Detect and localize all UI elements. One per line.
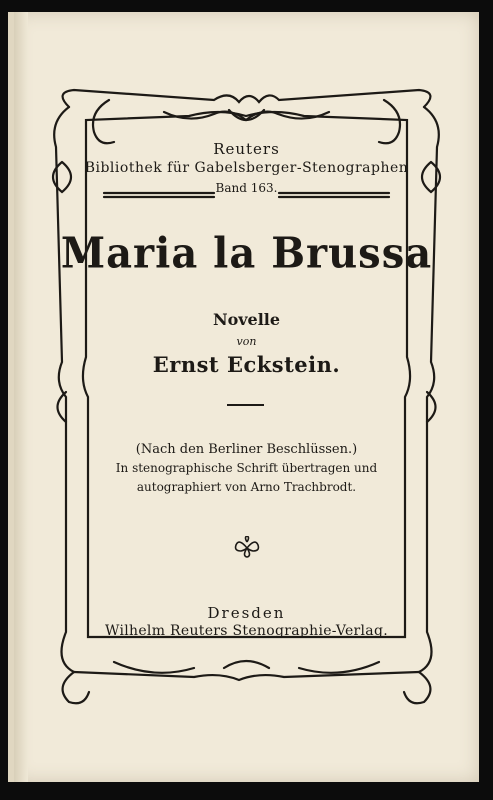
transcription-note-line1: In stenographische Schrift übertragen und <box>115 461 378 475</box>
art-nouveau-frame <box>14 12 479 782</box>
genre-label: Novelle <box>212 310 281 329</box>
by-label: von <box>236 335 257 348</box>
transcription-note-line2: autographiert von Arno Trachbrodt. <box>136 480 357 494</box>
publisher-city: Dresden <box>207 604 286 622</box>
floral-ornament-icon <box>233 536 261 558</box>
book-title-page <box>8 12 479 782</box>
author-name: Ernst Eckstein. <box>152 352 341 377</box>
volume-number: Band 163. <box>215 181 278 195</box>
edition-note: (Nach den Berliner Beschlüssen.) <box>135 442 358 457</box>
publisher-name: Wilhelm Reuters Stenographie-Verlag. <box>105 623 388 639</box>
book-title: Maria la Brussa <box>60 228 433 279</box>
series-name: Reuters <box>213 140 280 158</box>
library-name: Bibliothek für Gabelsberger-Stenographen <box>84 160 409 176</box>
divider <box>227 404 264 406</box>
